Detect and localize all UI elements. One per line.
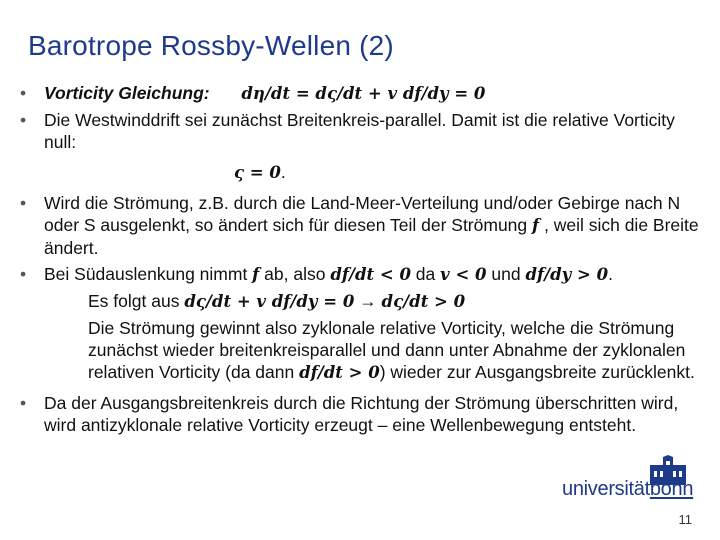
cyclonal-tail: ) wieder zur Ausgangsbreite zurücklenkt. [379,362,695,382]
sub-consequence [18,290,708,313]
bullet-marker: • [20,193,27,213]
bullet-vorticity-equation [18,82,708,105]
bullet-marker: • [20,264,27,284]
zero-vorticity-line [18,161,708,184]
equation-period: . [280,162,286,182]
deflection-tail: , weil sich die Breite ändert. [44,215,699,258]
bullet-south-deflection [18,263,708,286]
south-text-c: da [410,264,441,284]
vorticity-equation-label: Vorticity Gleichung: [44,83,210,103]
anticyclonal-text: Da der Ausgangsbreitenkreis durch die Richtung der Strömung überschritten wird, wird antizyklonale relative Vorticity erzeugt – eine Wellenbewegung entsteht. [44,393,679,435]
v-equation: v < 0 [440,265,487,284]
arrow-icon: → [354,291,382,311]
bullet-westwind [18,109,708,153]
consequence-equation: dς/dt + v df/dy = 0 [184,292,355,311]
coriolis-f: f [252,265,260,284]
vorticity-equation: dη/dt = dς/dt + v df/dy = 0 [241,84,486,103]
south-text-e: . [608,264,613,284]
bullet-marker: • [20,393,27,413]
coriolis-f: f [532,216,540,235]
df-dy-equation: df/dy > 0 [525,265,609,284]
df-dt-equation: df/dt < 0 [330,265,411,284]
logo-wordmark [562,478,693,501]
university-logo [562,455,694,501]
south-text-a: Bei Südauslenkung nimmt [44,264,253,284]
bullet-marker: • [20,83,27,103]
page-number: 11 [678,512,692,527]
south-text-b: ab, also [259,264,331,284]
logo-word-universitaet: universität [562,478,650,500]
zero-vorticity-equation: ς = 0 [234,163,281,182]
slide-content [18,82,708,486]
cyclonal-equation: df/dt > 0 [299,363,380,382]
logo-word-bonn: bonn [649,478,694,500]
result-equation: dς/dt > 0 [381,292,466,311]
cyclonal-text: Die Strömung gewinnt also zyklonale relative Vorticity, welche die Strömung zunächst wieder breitenkreisparallel und dann unter Abnahme der zyklonalen relativen Vorticity (da dann [88,318,686,382]
slide-title: Barotrope Rossby-Wellen (2) [28,30,394,61]
bullet-deflection [18,192,708,259]
westwind-text: Die Westwinddrift sei zunächst Breitenkreis-parallel. Damit ist die relative Vorticity null: [44,110,675,152]
deflection-text: Wird die Strömung, z.B. durch die Land-Meer-Verteilung und/oder Gebirge nach N oder S ausgelenkt, so ändert sich für diesen Teil der Strömung [44,193,681,235]
consequence-text: Es folgt aus [88,291,185,311]
sub-cyclonal [18,317,708,384]
south-text-d: und [486,264,526,284]
bullet-marker: • [20,110,27,130]
bullet-anticyclonal [18,392,708,436]
